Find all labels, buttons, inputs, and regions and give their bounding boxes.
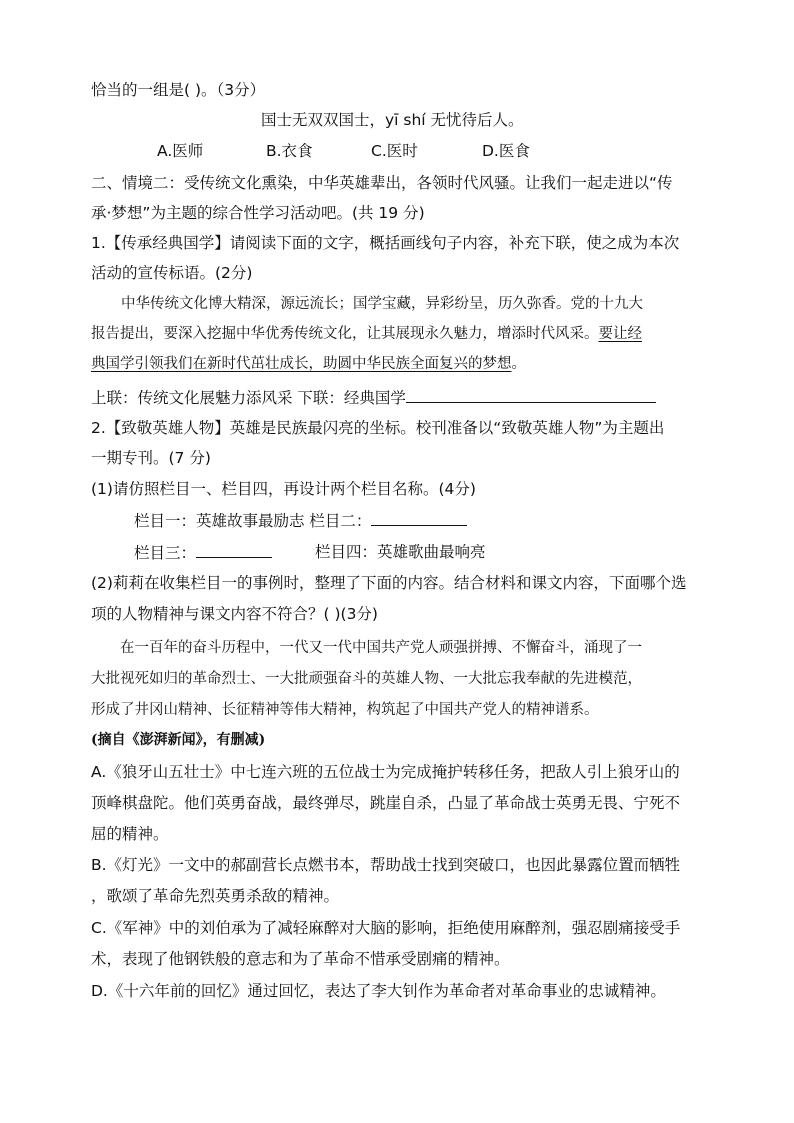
q2-sub2: (2)莉莉在收集栏目一的事例时，整理了下面的内容。结合材料和课文内容，下面哪个选 [91,574,687,592]
q2-stem: 2.【致敬英雄人物】英雄是民族最闪亮的坐标。校刊准备以“致敬英雄人物”为主题出 [91,419,665,437]
column-3-blank[interactable] [196,542,272,558]
underlined-sentence-start: 要让经 [598,326,642,342]
couplet-answer-blank[interactable] [406,387,656,403]
q1-passage-line1: 中华传统文化博大精深，源远流长；国学宝藏，异彩纷呈，历久弥香。党的十九大 [121,296,643,312]
section-heading: 二、情境二：受传统文化熏染，中华英雄辈出，各领时代风骚。让我们一起走进以“传 [91,174,673,192]
prev-question-stem: 恰当的一组是( )。（3分） [91,81,266,99]
option-a-cont2: 屈的精神。 [91,825,169,843]
poem-line: 国士无双双国士，yī shí 无忧待后人。 [261,111,524,129]
prev-option-a: A.医师 [157,142,204,160]
column-2-blank[interactable] [371,510,467,526]
prev-option-c: C.医时 [371,142,418,160]
column-4-text: 栏目四：英雄歌曲最响亮 [315,543,486,561]
material-line1: 在一百年的奋斗历程中，一代又一代中国共产党人顽强拼搏、不懈奋斗，涌现了一 [120,640,642,656]
q2-sub1: (1)请仿照栏目一、栏目四，再设计两个栏目名称。(4分) [91,480,476,498]
prev-option-b: B.衣食 [266,142,313,160]
option-b-cont: ，歌颂了革命先烈英勇杀敌的精神。 [91,887,340,905]
q1-stem-cont: 活动的宣传标语。(2分) [91,264,253,282]
option-c: C.《军神》中的刘伯承为了减轻麻醉对大脑的影响，拒绝使用麻醉剂，强忍剧痛接受手 [91,919,681,937]
option-a: A.《狼牙山五壮士》中七连六班的五位战士为完成掩护转移任务，把敌人引上狼牙山的 [91,763,680,781]
material-line3: 形成了井冈山精神、长征精神等伟大精神，构筑起了中国共产党人的精神谱系。 [91,702,599,718]
q1-stem: 1.【传承经典国学】请阅读下面的文字，概括画线句子内容，补充下联，使之成为本次 [91,234,680,252]
q2-sub2-cont: 项的人物精神与课文内容不符合？( )(3分) [91,605,378,623]
option-d: D.《十六年前的回忆》通过回忆，表达了李大钊作为革命者对革命事业的忠诚精神。 [91,982,666,1000]
option-c-cont: 术，表现了他钢铁般的意志和为了革命不惜承受剧痛的精神。 [91,950,510,968]
option-b: B.《灯光》一文中的郝副营长点燃书本，帮助战士找到突破口，也因此暴露位置而牺牲 [91,856,681,874]
q1-passage-line3: 典国学引领我们在新时代茁壮成长，助圆中华民族全面复兴的梦想。 [91,356,526,372]
couplet-line: 上联：传统文化展魅力添风采 下联：经典国学 [91,387,656,408]
column-row-1: 栏目一：英雄故事最励志 栏目二： [134,510,467,531]
prev-option-d: D.医食 [482,142,530,160]
material-source: (摘自《澎湃新闻》，有删减) [91,732,266,748]
material-line2: 大批视死如归的革命烈士、一大批顽强奋斗的英雄人物、一大批忘我奉献的先进模范， [91,671,642,687]
q1-passage-line2: 报告提出，要深入挖掘中华优秀传统文化，让其展现永久魅力，增添时代风采。要让经 [91,326,642,342]
section-heading-cont: 承·梦想”为主题的综合性学习活动吧。(共 19 分) [91,204,425,222]
option-a-cont: 顶峰棋盘陀。他们英勇奋战，最终弹尽，跳崖自杀，凸显了革命战士英勇无畏、宁死不 [91,794,681,812]
underlined-sentence: 典国学引领我们在新时代茁壮成长，助圆中华民族全面复兴的梦想 [91,356,512,372]
q2-stem-cont: 一期专刊。(7 分) [91,449,211,467]
column-3-row: 栏目三： [134,542,272,563]
